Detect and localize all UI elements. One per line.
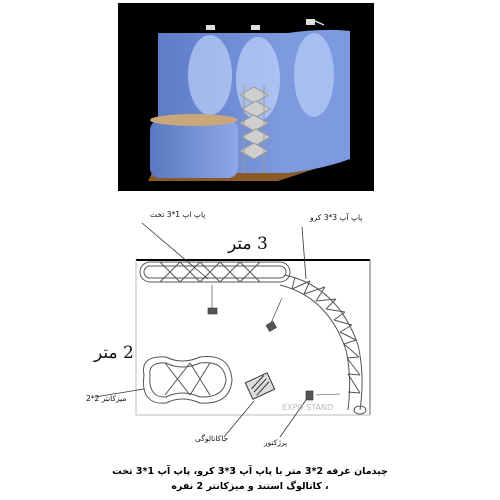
curved-popup-frame (280, 275, 366, 414)
counter-label: میزکانتر 2*2 (86, 394, 127, 403)
spotlight-icon (208, 285, 340, 400)
flat-popup-frame (140, 262, 290, 282)
popup-curved-label: پاپ آپ 3*3 کرو (310, 213, 363, 222)
caption-line-2: ، کاتالوگ استند و میزکانتر 2 نفره (171, 481, 329, 492)
depth-dimension-label: 2 متر (94, 343, 134, 363)
spotlight-label: پرژکتور (264, 438, 288, 447)
watermark-text: EXPO STAND (282, 403, 334, 412)
caption-line-1: چیدمان غرفه 2*3 متر با پاپ آپ 3*3 کرو، پاپ آپ 1*3 تخت (112, 466, 388, 477)
width-dimension-label: 3 متر (228, 234, 268, 254)
spotlight-icon (206, 19, 324, 30)
popup-flat-label: پاپ اپ 1*3 تخت (150, 210, 206, 219)
booth-render-image (118, 3, 374, 191)
counter (150, 120, 238, 178)
counter-frame (143, 356, 232, 403)
catalog-label: جاکاتالوگی (195, 434, 229, 443)
catalog-stand-icon (245, 373, 274, 399)
